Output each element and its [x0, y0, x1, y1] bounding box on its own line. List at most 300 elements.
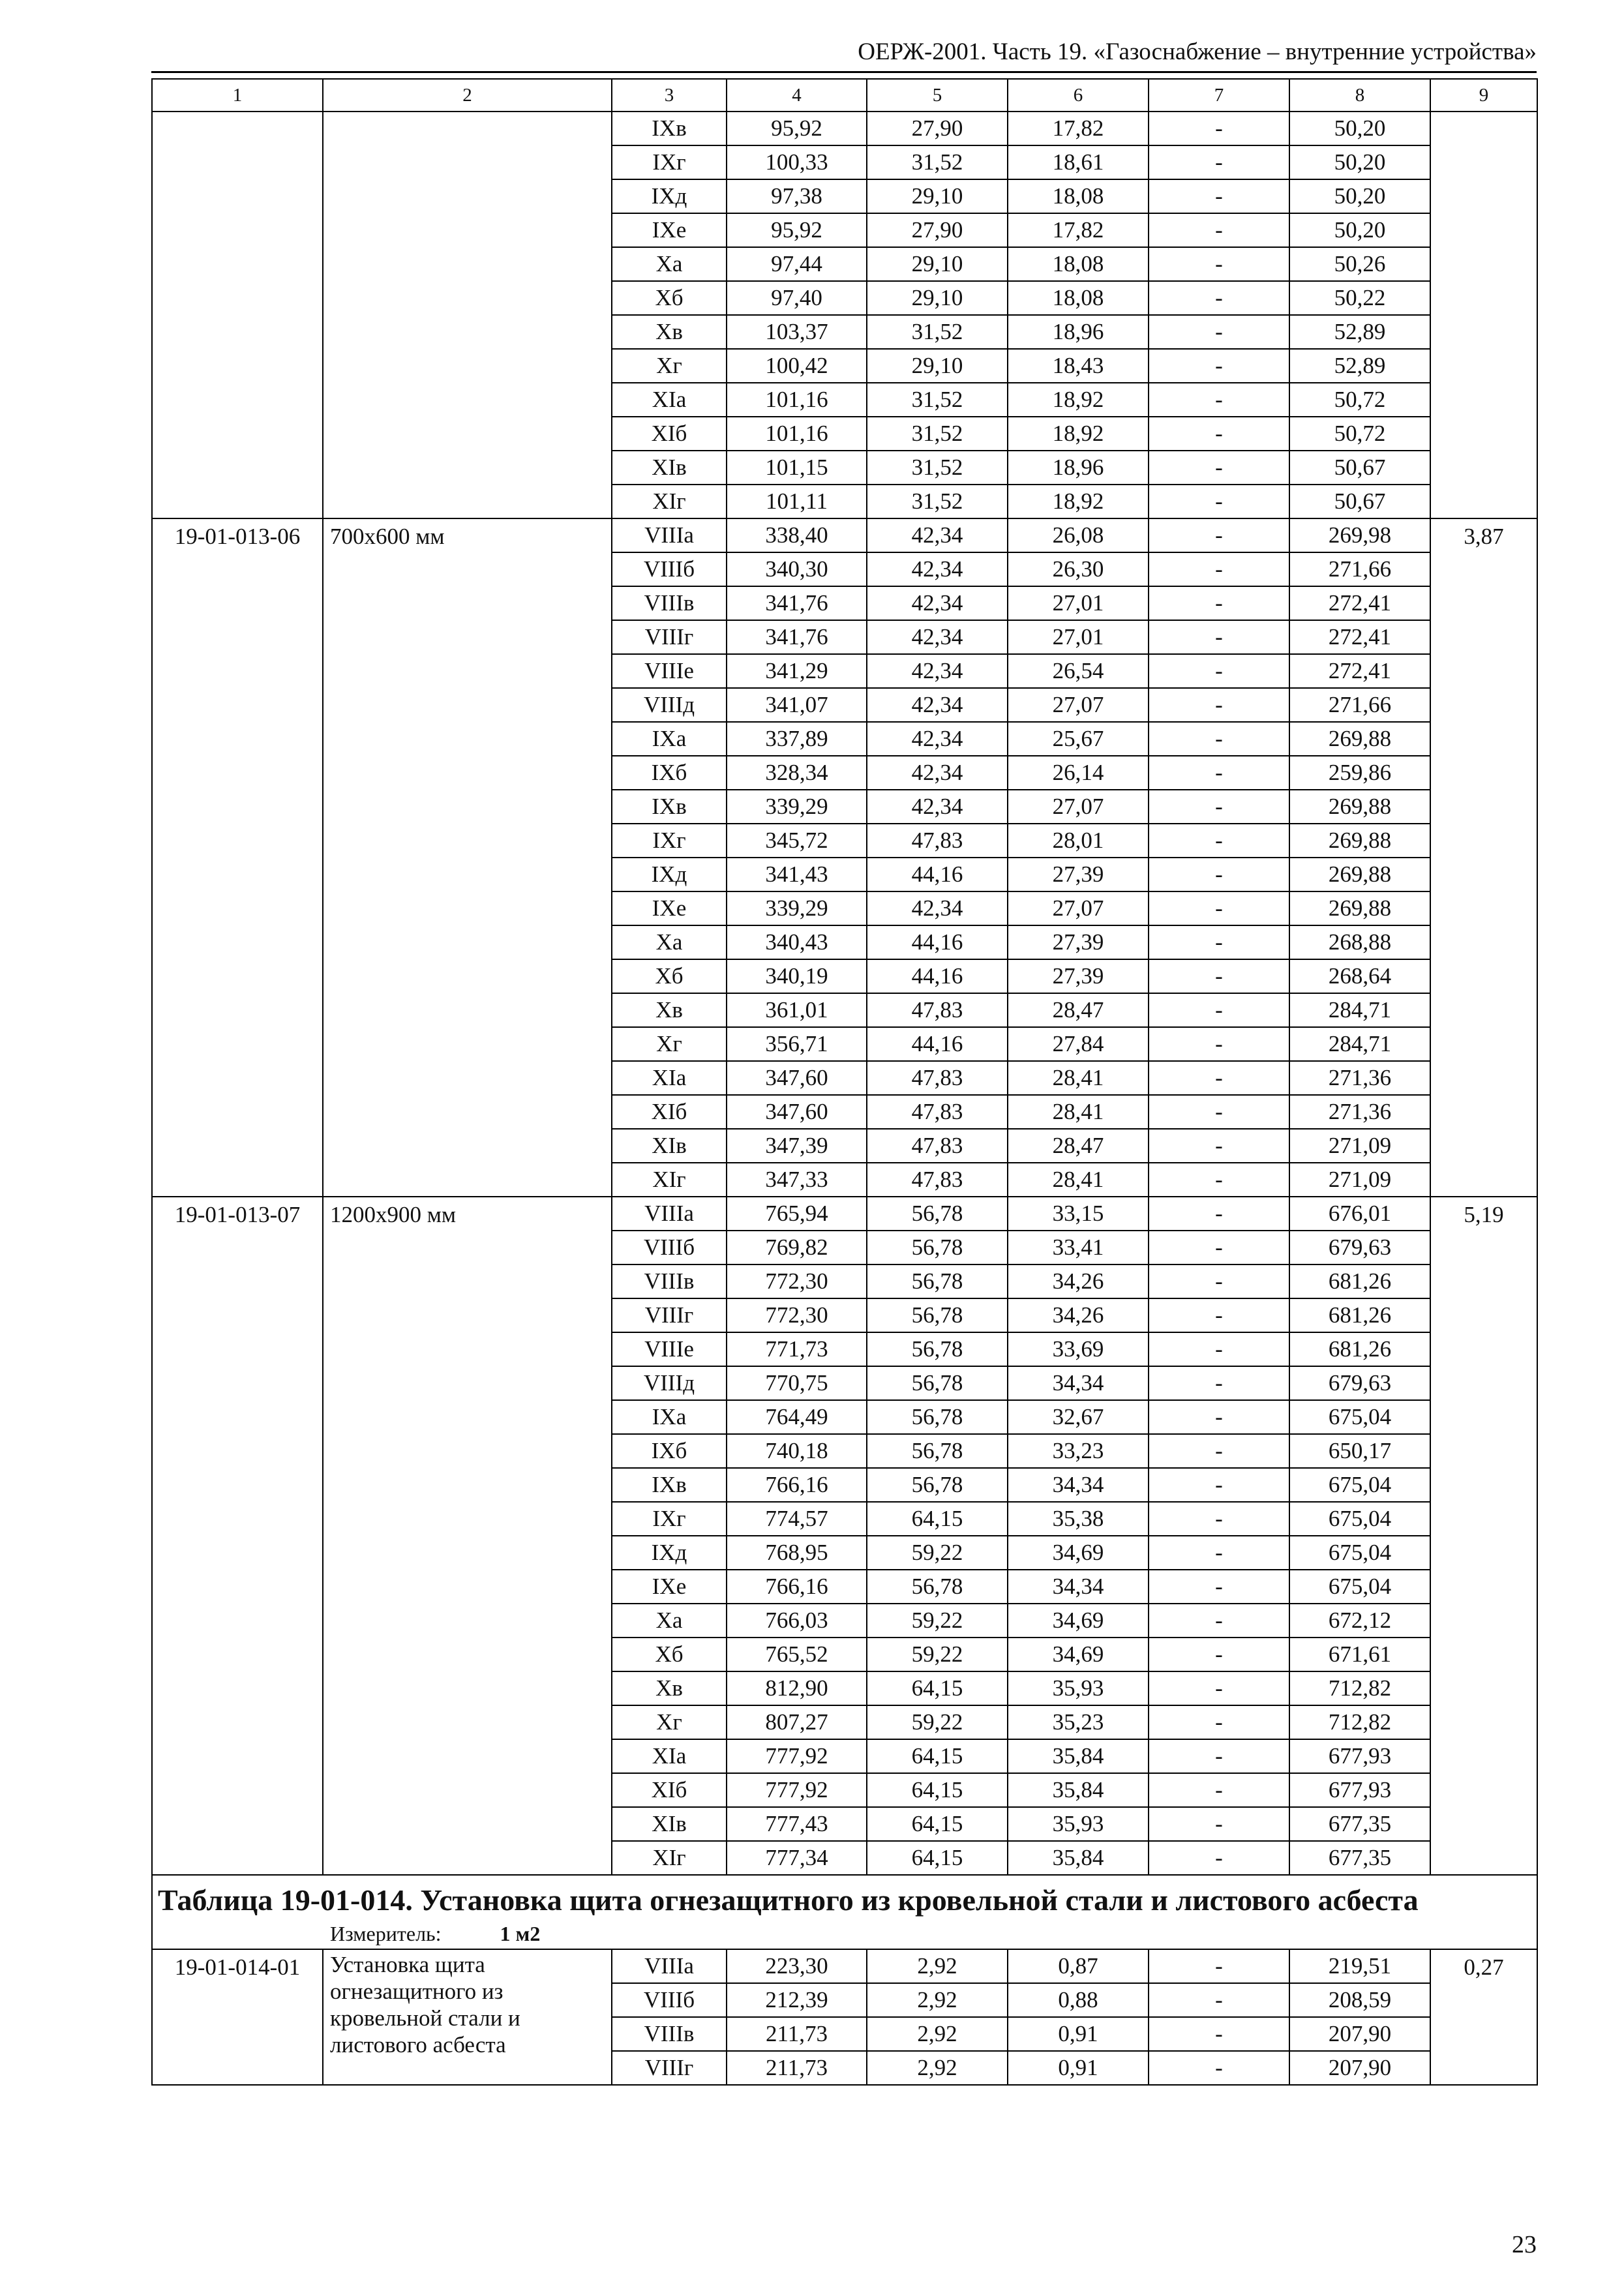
machine-cost-cell: 18,43	[1008, 349, 1149, 383]
zone-cell: IXд	[612, 858, 727, 891]
total-cost-cell: 340,19	[727, 959, 867, 993]
machine-cost-cell: 27,01	[1008, 620, 1149, 654]
operator-cost-cell: -	[1149, 315, 1289, 349]
zone-cell: Xг	[612, 1705, 727, 1739]
total-cost-cell: 766,03	[727, 1604, 867, 1638]
total-cost-cell: 774,57	[727, 1502, 867, 1536]
materials-cost-cell: 272,41	[1289, 654, 1430, 688]
zone-cell: XIв	[612, 451, 727, 485]
zone-cell: IXа	[612, 1400, 727, 1434]
materials-cost-cell: 208,59	[1289, 1983, 1430, 2017]
machine-cost-cell: 18,96	[1008, 315, 1149, 349]
zone-cell: IXе	[612, 891, 727, 925]
materials-cost-cell: 671,61	[1289, 1638, 1430, 1671]
total-cost-cell: 777,34	[727, 1841, 867, 1875]
meter-row	[152, 1919, 1537, 1949]
machine-cost-cell: 33,15	[1008, 1197, 1149, 1231]
materials-cost-cell: 219,51	[1289, 1949, 1430, 1983]
zone-cell: IXд	[612, 179, 727, 213]
zone-cell: VIIIа	[612, 1197, 727, 1231]
machine-cost-cell: 18,61	[1008, 145, 1149, 179]
operator-cost-cell: -	[1149, 281, 1289, 315]
materials-cost-cell: 677,93	[1289, 1739, 1430, 1773]
operator-cost-cell: -	[1149, 1502, 1289, 1536]
machine-cost-cell: 18,96	[1008, 451, 1149, 485]
total-cost-cell: 347,33	[727, 1163, 867, 1197]
operator-cost-cell: -	[1149, 891, 1289, 925]
labor-cost-cell: 2,92	[867, 1983, 1008, 2017]
total-cost-cell: 347,60	[727, 1061, 867, 1095]
machine-cost-cell: 18,08	[1008, 179, 1149, 213]
rate-code-cell: 19-01-013-06	[152, 518, 323, 1197]
zone-cell: Xг	[612, 1027, 727, 1061]
materials-cost-cell: 269,88	[1289, 824, 1430, 858]
zone-cell: Xв	[612, 315, 727, 349]
header-rule	[151, 71, 1537, 73]
materials-cost-cell: 50,20	[1289, 213, 1430, 247]
operator-cost-cell: -	[1149, 2051, 1289, 2085]
operator-cost-cell: -	[1149, 145, 1289, 179]
zone-cell: VIIIб	[612, 1983, 727, 2017]
zone-cell: VIIIв	[612, 1264, 727, 1298]
total-cost-cell: 361,01	[727, 993, 867, 1027]
materials-cost-cell: 284,71	[1289, 993, 1430, 1027]
zone-cell: Xа	[612, 247, 727, 281]
materials-cost-cell: 677,93	[1289, 1773, 1430, 1807]
machine-cost-cell: 27,39	[1008, 959, 1149, 993]
materials-cost-cell: 50,22	[1289, 281, 1430, 315]
labor-cost-cell: 64,15	[867, 1502, 1008, 1536]
labor-cost-cell: 44,16	[867, 959, 1008, 993]
labor-cost-cell: 42,34	[867, 891, 1008, 925]
operator-cost-cell: -	[1149, 247, 1289, 281]
operator-cost-cell: -	[1149, 1061, 1289, 1095]
labor-cost-cell: 42,34	[867, 552, 1008, 586]
zone-cell: XIа	[612, 383, 727, 417]
labor-cost-cell: 29,10	[867, 179, 1008, 213]
column-number: 1	[152, 79, 323, 112]
zone-cell: Xб	[612, 1638, 727, 1671]
zone-cell: VIIIг	[612, 2051, 727, 2085]
total-cost-cell: 777,92	[727, 1739, 867, 1773]
total-cost-cell: 345,72	[727, 824, 867, 858]
total-cost-cell: 340,30	[727, 552, 867, 586]
total-cost-cell: 100,33	[727, 145, 867, 179]
operator-cost-cell: -	[1149, 824, 1289, 858]
labor-cost-cell: 42,34	[867, 756, 1008, 790]
machine-cost-cell: 34,69	[1008, 1604, 1149, 1638]
labor-cost-cell: 59,22	[867, 1604, 1008, 1638]
labor-cost-cell: 2,92	[867, 1949, 1008, 1983]
zone-cell: XIг	[612, 485, 727, 518]
operator-cost-cell: -	[1149, 1705, 1289, 1739]
materials-cost-cell: 650,17	[1289, 1434, 1430, 1468]
operator-cost-cell: -	[1149, 518, 1289, 552]
total-cost-cell: 95,92	[727, 112, 867, 145]
zone-cell: VIIIв	[612, 586, 727, 620]
total-cost-cell: 772,30	[727, 1298, 867, 1332]
total-cost-cell: 101,16	[727, 417, 867, 451]
zone-cell: Xа	[612, 1604, 727, 1638]
zone-cell: Xа	[612, 925, 727, 959]
machine-cost-cell: 27,07	[1008, 688, 1149, 722]
labor-hours-cell: 3,87	[1430, 518, 1537, 1197]
total-cost-cell: 772,30	[727, 1264, 867, 1298]
labor-cost-cell: 2,92	[867, 2051, 1008, 2085]
materials-cost-cell: 207,90	[1289, 2017, 1430, 2051]
machine-cost-cell: 26,08	[1008, 518, 1149, 552]
labor-cost-cell: 31,52	[867, 451, 1008, 485]
machine-cost-cell: 32,67	[1008, 1400, 1149, 1434]
total-cost-cell: 339,29	[727, 891, 867, 925]
total-cost-cell: 347,60	[727, 1095, 867, 1129]
total-cost-cell: 347,39	[727, 1129, 867, 1163]
rate-code-cell	[152, 112, 323, 518]
machine-cost-cell: 33,69	[1008, 1332, 1149, 1366]
labor-cost-cell: 56,78	[867, 1434, 1008, 1468]
machine-cost-cell: 27,01	[1008, 586, 1149, 620]
rates-table-container	[151, 78, 1537, 2086]
labor-cost-cell: 42,34	[867, 586, 1008, 620]
table-row	[152, 518, 1537, 552]
zone-cell: IXе	[612, 213, 727, 247]
machine-cost-cell: 34,34	[1008, 1570, 1149, 1604]
column-number: 7	[1149, 79, 1289, 112]
page-header: ОЕРЖ-2001. Часть 19. «Газоснабжение – внутренние устройства»	[858, 38, 1537, 65]
machine-cost-cell: 27,07	[1008, 891, 1149, 925]
meter-value: 1 м2	[500, 1921, 541, 1945]
zone-cell: XIа	[612, 1061, 727, 1095]
operator-cost-cell: -	[1149, 383, 1289, 417]
labor-cost-cell: 31,52	[867, 417, 1008, 451]
machine-cost-cell: 26,54	[1008, 654, 1149, 688]
total-cost-cell: 100,42	[727, 349, 867, 383]
zone-cell: VIIIа	[612, 1949, 727, 1983]
materials-cost-cell: 268,64	[1289, 959, 1430, 993]
total-cost-cell: 101,15	[727, 451, 867, 485]
machine-cost-cell: 0,91	[1008, 2051, 1149, 2085]
materials-cost-cell: 271,36	[1289, 1061, 1430, 1095]
zone-cell: XIг	[612, 1163, 727, 1197]
table-row	[152, 112, 1537, 145]
machine-cost-cell: 34,26	[1008, 1264, 1149, 1298]
labor-cost-cell: 42,34	[867, 620, 1008, 654]
zone-cell: IXе	[612, 1570, 727, 1604]
zone-cell: IXв	[612, 1468, 727, 1502]
labor-cost-cell: 56,78	[867, 1264, 1008, 1298]
machine-cost-cell: 18,08	[1008, 281, 1149, 315]
machine-cost-cell: 34,69	[1008, 1536, 1149, 1570]
labor-cost-cell: 44,16	[867, 1027, 1008, 1061]
machine-cost-cell: 34,69	[1008, 1638, 1149, 1671]
materials-cost-cell: 269,88	[1289, 891, 1430, 925]
machine-cost-cell: 35,38	[1008, 1502, 1149, 1536]
materials-cost-cell: 679,63	[1289, 1231, 1430, 1264]
labor-cost-cell: 56,78	[867, 1332, 1008, 1366]
labor-hours-cell	[1430, 112, 1537, 518]
total-cost-cell: 812,90	[727, 1671, 867, 1705]
total-cost-cell: 341,29	[727, 654, 867, 688]
materials-cost-cell: 50,72	[1289, 417, 1430, 451]
zone-cell: XIв	[612, 1129, 727, 1163]
total-cost-cell: 339,29	[727, 790, 867, 824]
operator-cost-cell: -	[1149, 1841, 1289, 1875]
materials-cost-cell: 672,12	[1289, 1604, 1430, 1638]
operator-cost-cell: -	[1149, 1027, 1289, 1061]
labor-cost-cell: 59,22	[867, 1536, 1008, 1570]
machine-cost-cell: 27,07	[1008, 790, 1149, 824]
labor-cost-cell: 64,15	[867, 1671, 1008, 1705]
zone-cell: VIIIг	[612, 1298, 727, 1332]
labor-cost-cell: 56,78	[867, 1400, 1008, 1434]
total-cost-cell: 212,39	[727, 1983, 867, 2017]
machine-cost-cell: 33,23	[1008, 1434, 1149, 1468]
machine-cost-cell: 28,47	[1008, 1129, 1149, 1163]
meter-cell	[152, 1919, 1537, 1949]
total-cost-cell: 328,34	[727, 756, 867, 790]
page-number: 23	[1512, 2231, 1537, 2258]
total-cost-cell: 95,92	[727, 213, 867, 247]
labor-cost-cell: 42,34	[867, 790, 1008, 824]
operator-cost-cell: -	[1149, 1434, 1289, 1468]
zone-cell: IXб	[612, 1434, 727, 1468]
total-cost-cell: 777,92	[727, 1773, 867, 1807]
total-cost-cell: 765,52	[727, 1638, 867, 1671]
materials-cost-cell: 52,89	[1289, 315, 1430, 349]
total-cost-cell: 97,40	[727, 281, 867, 315]
materials-cost-cell: 679,63	[1289, 1366, 1430, 1400]
operator-cost-cell: -	[1149, 1671, 1289, 1705]
operator-cost-cell: -	[1149, 485, 1289, 518]
materials-cost-cell: 271,36	[1289, 1095, 1430, 1129]
labor-cost-cell: 29,10	[867, 349, 1008, 383]
materials-cost-cell: 271,09	[1289, 1129, 1430, 1163]
zone-cell: VIIIе	[612, 1332, 727, 1366]
total-cost-cell: 766,16	[727, 1570, 867, 1604]
operator-cost-cell: -	[1149, 417, 1289, 451]
materials-cost-cell: 50,72	[1289, 383, 1430, 417]
table-row	[152, 1197, 1537, 1231]
rates-table-body	[152, 79, 1537, 2085]
materials-cost-cell: 681,26	[1289, 1264, 1430, 1298]
operator-cost-cell: -	[1149, 1604, 1289, 1638]
zone-cell: XIб	[612, 1095, 727, 1129]
labor-cost-cell: 29,10	[867, 247, 1008, 281]
machine-cost-cell: 27,39	[1008, 925, 1149, 959]
work-name-cell	[323, 112, 612, 518]
materials-cost-cell: 50,20	[1289, 112, 1430, 145]
materials-cost-cell: 259,86	[1289, 756, 1430, 790]
machine-cost-cell: 34,26	[1008, 1298, 1149, 1332]
labor-cost-cell: 47,83	[867, 1163, 1008, 1197]
machine-cost-cell: 27,39	[1008, 858, 1149, 891]
machine-cost-cell: 17,82	[1008, 112, 1149, 145]
operator-cost-cell: -	[1149, 959, 1289, 993]
total-cost-cell: 341,07	[727, 688, 867, 722]
total-cost-cell: 740,18	[727, 1434, 867, 1468]
materials-cost-cell: 712,82	[1289, 1705, 1430, 1739]
labor-cost-cell: 29,10	[867, 281, 1008, 315]
machine-cost-cell: 35,84	[1008, 1773, 1149, 1807]
materials-cost-cell: 676,01	[1289, 1197, 1430, 1231]
work-name-cell: 1200х900 мм	[323, 1197, 612, 1875]
zone-cell: IXв	[612, 112, 727, 145]
labor-cost-cell: 56,78	[867, 1468, 1008, 1502]
labor-cost-cell: 59,22	[867, 1705, 1008, 1739]
materials-cost-cell: 269,88	[1289, 858, 1430, 891]
materials-cost-cell: 677,35	[1289, 1841, 1430, 1875]
machine-cost-cell: 26,14	[1008, 756, 1149, 790]
machine-cost-cell: 35,93	[1008, 1807, 1149, 1841]
operator-cost-cell: -	[1149, 1298, 1289, 1332]
zone-cell: Xб	[612, 959, 727, 993]
zone-cell: VIIIд	[612, 688, 727, 722]
total-cost-cell: 770,75	[727, 1366, 867, 1400]
total-cost-cell: 356,71	[727, 1027, 867, 1061]
total-cost-cell: 766,16	[727, 1468, 867, 1502]
operator-cost-cell: -	[1149, 1129, 1289, 1163]
machine-cost-cell: 35,23	[1008, 1705, 1149, 1739]
labor-cost-cell: 47,83	[867, 1061, 1008, 1095]
materials-cost-cell: 675,04	[1289, 1536, 1430, 1570]
zone-cell: IXг	[612, 1502, 727, 1536]
zone-cell: XIа	[612, 1739, 727, 1773]
operator-cost-cell: -	[1149, 451, 1289, 485]
column-number-row	[152, 79, 1537, 112]
total-cost-cell: 223,30	[727, 1949, 867, 1983]
zone-cell: VIIIб	[612, 1231, 727, 1264]
machine-cost-cell: 35,84	[1008, 1841, 1149, 1875]
machine-cost-cell: 25,67	[1008, 722, 1149, 756]
operator-cost-cell: -	[1149, 1468, 1289, 1502]
labor-cost-cell: 42,34	[867, 722, 1008, 756]
meter-label: Измеритель:	[330, 1921, 442, 1945]
materials-cost-cell: 50,67	[1289, 485, 1430, 518]
operator-cost-cell: -	[1149, 1638, 1289, 1671]
column-number: 6	[1008, 79, 1149, 112]
total-cost-cell: 765,94	[727, 1197, 867, 1231]
operator-cost-cell: -	[1149, 213, 1289, 247]
zone-cell: VIIIб	[612, 552, 727, 586]
zone-cell: XIб	[612, 1773, 727, 1807]
machine-cost-cell: 28,41	[1008, 1163, 1149, 1197]
zone-cell: VIIIв	[612, 2017, 727, 2051]
total-cost-cell: 777,43	[727, 1807, 867, 1841]
labor-cost-cell: 64,15	[867, 1841, 1008, 1875]
materials-cost-cell: 681,26	[1289, 1298, 1430, 1332]
operator-cost-cell: -	[1149, 1807, 1289, 1841]
machine-cost-cell: 0,88	[1008, 1983, 1149, 2017]
labor-hours-cell: 0,27	[1430, 1949, 1537, 2085]
total-cost-cell: 340,43	[727, 925, 867, 959]
labor-cost-cell: 47,83	[867, 993, 1008, 1027]
total-cost-cell: 771,73	[727, 1332, 867, 1366]
total-cost-cell: 97,38	[727, 179, 867, 213]
machine-cost-cell: 35,84	[1008, 1739, 1149, 1773]
materials-cost-cell: 268,88	[1289, 925, 1430, 959]
labor-cost-cell: 31,52	[867, 315, 1008, 349]
operator-cost-cell: -	[1149, 756, 1289, 790]
labor-cost-cell: 59,22	[867, 1638, 1008, 1671]
total-cost-cell: 341,76	[727, 586, 867, 620]
operator-cost-cell: -	[1149, 1231, 1289, 1264]
operator-cost-cell: -	[1149, 112, 1289, 145]
operator-cost-cell: -	[1149, 1773, 1289, 1807]
total-cost-cell: 769,82	[727, 1231, 867, 1264]
materials-cost-cell: 675,04	[1289, 1400, 1430, 1434]
labor-cost-cell: 2,92	[867, 2017, 1008, 2051]
zone-cell: Xв	[612, 1671, 727, 1705]
total-cost-cell: 338,40	[727, 518, 867, 552]
machine-cost-cell: 0,87	[1008, 1949, 1149, 1983]
total-cost-cell: 101,16	[727, 383, 867, 417]
total-cost-cell: 807,27	[727, 1705, 867, 1739]
labor-cost-cell: 47,83	[867, 1095, 1008, 1129]
materials-cost-cell: 52,89	[1289, 349, 1430, 383]
operator-cost-cell: -	[1149, 993, 1289, 1027]
labor-cost-cell: 64,15	[867, 1739, 1008, 1773]
operator-cost-cell: -	[1149, 1197, 1289, 1231]
operator-cost-cell: -	[1149, 1163, 1289, 1197]
machine-cost-cell: 34,34	[1008, 1366, 1149, 1400]
materials-cost-cell: 269,88	[1289, 790, 1430, 824]
operator-cost-cell: -	[1149, 349, 1289, 383]
machine-cost-cell: 34,34	[1008, 1468, 1149, 1502]
labor-cost-cell: 64,15	[867, 1773, 1008, 1807]
machine-cost-cell: 0,91	[1008, 2017, 1149, 2051]
table-caption: Таблица 19-01-014. Установка щита огнезащитного из кровельной стали и листового асбеста	[152, 1875, 1537, 1919]
rate-code-cell: 19-01-013-07	[152, 1197, 323, 1875]
operator-cost-cell: -	[1149, 722, 1289, 756]
labor-cost-cell: 42,34	[867, 518, 1008, 552]
column-number: 8	[1289, 79, 1430, 112]
labor-cost-cell: 42,34	[867, 654, 1008, 688]
operator-cost-cell: -	[1149, 586, 1289, 620]
labor-cost-cell: 44,16	[867, 925, 1008, 959]
labor-cost-cell: 47,83	[867, 1129, 1008, 1163]
materials-cost-cell: 50,26	[1289, 247, 1430, 281]
zone-cell: Xб	[612, 281, 727, 315]
operator-cost-cell: -	[1149, 620, 1289, 654]
operator-cost-cell: -	[1149, 925, 1289, 959]
zone-cell: XIв	[612, 1807, 727, 1841]
labor-cost-cell: 31,52	[867, 145, 1008, 179]
labor-cost-cell: 56,78	[867, 1197, 1008, 1231]
work-name-cell: 700х600 мм	[323, 518, 612, 1197]
total-cost-cell: 768,95	[727, 1536, 867, 1570]
labor-cost-cell: 31,52	[867, 485, 1008, 518]
zone-cell: IXб	[612, 756, 727, 790]
materials-cost-cell: 272,41	[1289, 620, 1430, 654]
machine-cost-cell: 28,41	[1008, 1095, 1149, 1129]
zone-cell: Xг	[612, 349, 727, 383]
materials-cost-cell: 271,66	[1289, 552, 1430, 586]
labor-cost-cell: 42,34	[867, 688, 1008, 722]
zone-cell: VIIIг	[612, 620, 727, 654]
operator-cost-cell: -	[1149, 179, 1289, 213]
materials-cost-cell: 675,04	[1289, 1570, 1430, 1604]
operator-cost-cell: -	[1149, 1983, 1289, 2017]
materials-cost-cell: 271,66	[1289, 688, 1430, 722]
total-cost-cell: 337,89	[727, 722, 867, 756]
zone-cell: IXг	[612, 824, 727, 858]
operator-cost-cell: -	[1149, 688, 1289, 722]
zone-cell: VIIIд	[612, 1366, 727, 1400]
operator-cost-cell: -	[1149, 790, 1289, 824]
machine-cost-cell: 18,08	[1008, 247, 1149, 281]
zone-cell: VIIIа	[612, 518, 727, 552]
labor-cost-cell: 47,83	[867, 824, 1008, 858]
